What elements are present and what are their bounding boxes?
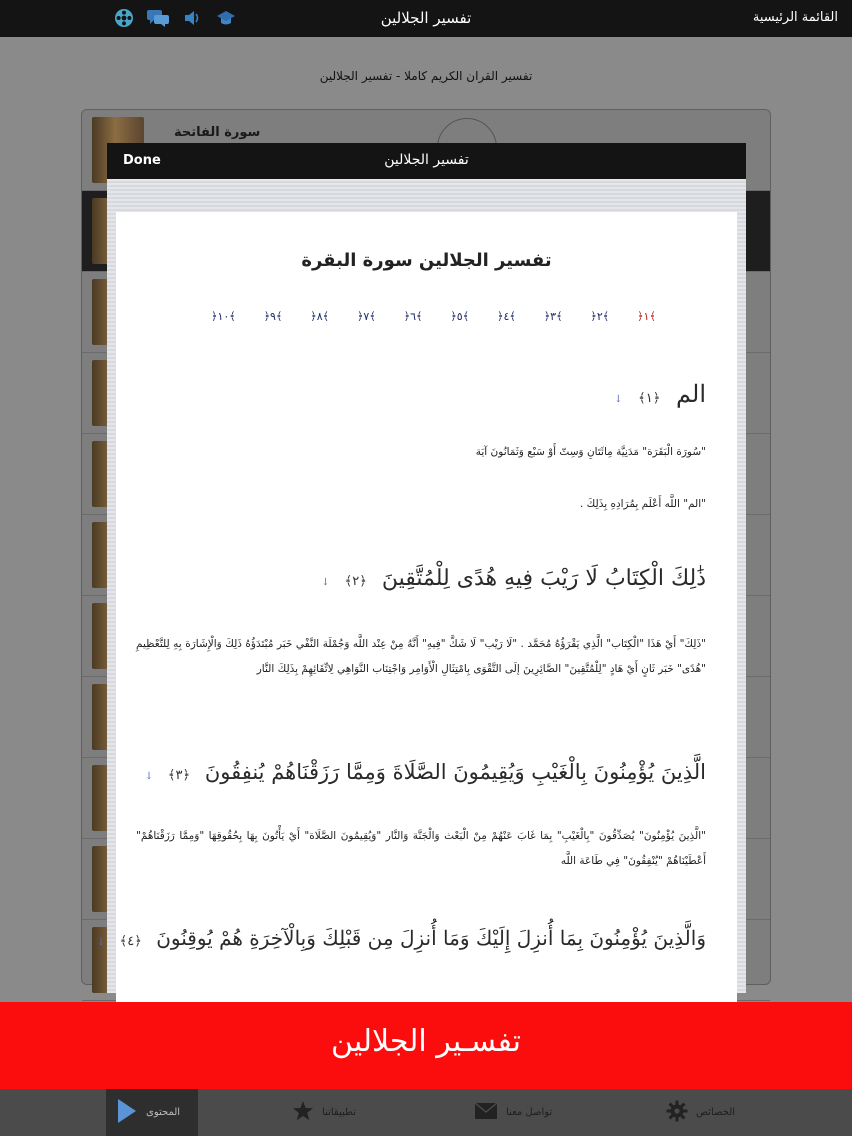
banner-title: تفسـير الجلالين <box>331 1024 521 1059</box>
tab-label: تواصل معنا <box>506 1107 553 1118</box>
tafsir-text: "ذَلِكَ" أَيْ هَذَا "الْكِتَاب" الَّذِي يَقْرَؤُهُ مُحَمَّد . "لَا رَيْب" لَا شَكَّ "فِيهِ" أَنَّهُ مِنْ عِنْد اللَّه وَجُمْلَة النَّفْي خَبَر مُبْتَدَؤُهُ ذَلِكَ وَالْإِشَارَة بِهِ لِلتَّعْظِيمِ "هُدًى" خَبَر ثَانٍ أَيْ هَادٍ "لِلْمُتَّقِينَ" الصَّائِرِينَ إلَى التَّقْوَى بِامْتِثَالِ الْأَوَامِر وَاجْتِنَاب النَّوَاهِي لِاتِّقَائِهِمْ بِذَلِكَ النَّار <box>136 638 706 675</box>
verse-number: ﴿٣﴾ <box>167 768 191 783</box>
verse-4 <box>97 926 706 950</box>
ayah-link-8[interactable] <box>310 310 329 332</box>
top-bar-title: تفسير الجلالين <box>380 9 472 27</box>
ayah-link-label: ﴿٦﴾ <box>403 310 423 323</box>
verse-text: الم <box>676 380 706 408</box>
star-icon <box>292 1100 314 1126</box>
tab-label: الخصائص <box>696 1107 736 1118</box>
done-button[interactable]: Done <box>123 153 161 168</box>
ayah-link-5[interactable] <box>450 310 469 332</box>
gear-icon <box>666 1100 688 1126</box>
verse-number: ﴿٢﴾ <box>344 574 367 589</box>
modal-title: تفسير الجلالين <box>384 152 469 168</box>
top-navigation-bar <box>0 0 852 37</box>
envelope-icon <box>474 1102 498 1124</box>
tab-label: تطبيقاتنا <box>322 1107 356 1118</box>
tafsir-page[interactable] <box>96 212 737 1012</box>
tab-label: المحتوى <box>146 1107 181 1118</box>
ayah-link-label: ﴿٩﴾ <box>263 310 283 323</box>
ayah-link-label: ﴿٣﴾ <box>543 310 563 323</box>
verse-3 <box>145 760 706 784</box>
down-arrow-icon[interactable]: ↓ <box>96 937 106 948</box>
tab-contact-us[interactable] <box>474 1089 552 1136</box>
tafsir-text: "سُورَة الْبَقَرَة" مَدَنِيَّة مِائَتَانِ وَسِتّ أَوْ سَبْع وَثَمَانُونَ آيَة <box>475 446 706 458</box>
tafsir-modal <box>96 143 746 993</box>
ayah-navigation <box>211 310 656 332</box>
play-icon <box>116 1098 138 1128</box>
modal-header <box>107 143 746 179</box>
breadcrumb: تفسير القران الكريم كاملا - تفسير الجلالين <box>319 69 533 83</box>
surah-title: سورة الفاتحة <box>174 125 261 140</box>
tafsir-text: "الَّذِينَ يُؤْمِنُونَ" يُصَدِّقُونَ "بِالْغَيْبِ" بِمَا غَابَ عَنْهُمْ مِنْ الْبَعْث وَالْجَنَّة وَالنَّار "وَيُقِيمُونَ الصَّلَاة" أَيْ يَأْتُونَ بِهَا بِحُقُوقِهَا "وَمِمَّا رَزَقْنَاهُمْ" أَعْطَيْنَاهُمْ "يُنْفِقُونَ" فِي طَاعَة اللَّه <box>136 830 706 867</box>
ayah-link-label: ﴿٢﴾ <box>590 310 610 323</box>
down-arrow-icon[interactable]: ↓ <box>614 394 623 405</box>
ayah-link-label: ﴿٧﴾ <box>356 310 376 323</box>
ayah-link-10[interactable] <box>211 310 236 332</box>
ayah-link-6[interactable] <box>404 310 423 332</box>
document-title: تفسير الجلالين سورة البقرة <box>301 250 552 271</box>
ayah-link-label: ﴿٤﴾ <box>497 310 516 323</box>
ayah-link-4[interactable] <box>497 310 516 332</box>
verse-1 <box>614 380 706 408</box>
ayah-link-1[interactable] <box>637 310 656 332</box>
ayah-link-label: ﴿١﴾ <box>637 310 656 323</box>
verse-number: ﴿٤﴾ <box>119 934 142 949</box>
ayah-link-9[interactable] <box>264 310 283 332</box>
main-menu-link[interactable]: القائمة الرئيسية <box>752 10 838 25</box>
ayah-link-label: ﴿١٠﴾ <box>211 310 236 323</box>
tab-content[interactable] <box>106 1089 198 1136</box>
down-arrow-icon[interactable]: ↓ <box>321 577 330 588</box>
verse-text: وَالَّذِينَ يُؤْمِنُونَ بِمَا أُنزِلَ إِلَيْكَ وَمَا أُنزِلَ مِن قَبْلِكَ وَبِالْآخِرَةِ هُمْ يُوقِنُونَ <box>156 926 706 950</box>
down-arrow-icon[interactable]: ↓ <box>144 771 154 782</box>
verse-text: ذَٰلِكَ الْكِتَابُ لَا رَيْبَ فِيهِ هُدًى لِلْمُتَّقِينَ <box>381 566 706 591</box>
ayah-link-2[interactable] <box>590 310 609 332</box>
title-banner <box>0 1002 852 1089</box>
ayah-link-label: ﴿٨﴾ <box>310 310 330 323</box>
ayah-link-3[interactable] <box>544 310 563 332</box>
tab-our-apps[interactable] <box>292 1089 356 1136</box>
verse-text: الَّذِينَ يُؤْمِنُونَ بِالْغَيْبِ وَيُقِيمُونَ الصَّلَاةَ وَمِمَّا رَزَقْنَاهُمْ يُنفِقُونَ <box>204 760 706 784</box>
verse-number: ﴿١﴾ <box>638 391 661 406</box>
ayah-link-7[interactable] <box>357 310 376 332</box>
bottom-tab-bar <box>0 1089 852 1136</box>
tafsir-text: "الم" اللَّه أَعْلَم بِمُرَادِهِ بِذَلِكَ . <box>579 498 706 510</box>
verse-2 <box>321 566 706 591</box>
ayah-link-label: ﴿٥﴾ <box>450 310 470 323</box>
modal-body[interactable] <box>96 179 746 993</box>
tab-features[interactable] <box>666 1089 735 1136</box>
